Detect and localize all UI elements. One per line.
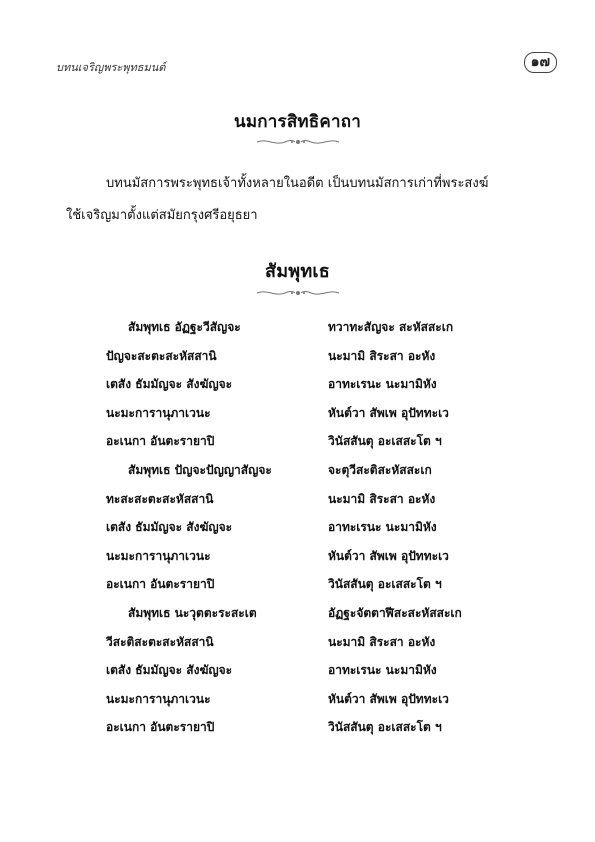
verse-second-half: อาทะเรนะ นะมามิหัง [328,520,437,535]
verse-line [0,347,595,376]
verse-line [0,690,595,719]
verse-second-half: วินัสสันตุ อะเสสะโต ฯ [328,577,442,592]
verse-second-half: นะมามิ สิระสา อะหัง [328,491,436,506]
verse-first-half: เตสัง ธัมมัญจะ สังฆัญจะ [106,377,233,392]
verse-list [0,318,595,747]
verse-second-half: วินัสสันตุ อะเสสะโต ฯ [328,434,442,449]
running-header: บทนเจริญพระพุทธมนต์ [56,61,166,74]
verse-line [0,490,595,519]
verse-second-half: หันต์วา สัพเพ อุปัททะเว [328,548,449,563]
verse-line [0,718,595,747]
title-ornament [0,283,595,302]
flourish-divider-icon [253,137,343,147]
verse-first-half: นะมะการานุภาเวนะ [106,405,211,420]
verse-line [0,375,595,404]
verse-second-half: อัฏฐะจัตตาฬีสะสะหัสสะเก [328,605,462,620]
verse-second-half: นะมามิ สิระสา อะหัง [328,634,436,649]
verse-first-half: ทะสะสะตะสะหัสสานิ [106,491,214,506]
page-number: ๑๗ [524,52,557,73]
verse-first-half: สัมพุทเธ ปัญจะปัญญาสัญจะ [128,462,272,477]
verse-first-half: วีสะติสะตะสะหัสสานิ [106,634,214,649]
verse-line [0,604,595,633]
verse-second-half: นะมามิ สิระสา อะหัง [328,348,436,363]
section-title-sambuddhe: สัมพุทเธ [265,261,330,282]
verse-line [0,661,595,690]
verse-line [0,432,595,461]
intro-paragraph-line-1: บทนมัสการพระพุทธเจ้าทั้งหลายในอดีต เป็นบทนมัสการเก่าที่พระสงฆ์ [106,176,489,191]
title-ornament [0,132,595,151]
verse-first-half: อะเนกา อันตะรายาปิ [106,720,215,735]
verse-first-half: อะเนกา อันตะรายาปิ [106,434,215,449]
verse-first-half: นะมะการานุภาเวนะ [106,548,211,563]
verse-line [0,404,595,433]
verse-first-half: ปัญจะสะตะสะหัสสานิ [106,348,217,363]
verse-line [0,633,595,662]
verse-first-half: สัมพุทเธ อัฏฐะวีสัญจะ [128,320,241,334]
verse-line [0,575,595,604]
verse-first-half: เตสัง ธัมมัญจะ สังฆัญจะ [106,663,233,678]
flourish-divider-icon [253,288,343,298]
verse-first-half: เตสัง ธัมมัญจะ สังฆัญจะ [106,520,233,535]
verse-second-half: หันต์วา สัพเพ อุปัททะเว [328,691,449,706]
verse-first-half: นะมะการานุภาเวนะ [106,691,211,706]
section-title-namakara: นมการสิทธิคาถา [234,112,361,132]
verse-second-half: หันต์วา สัพเพ อุปัททะเว [328,405,449,420]
intro-paragraph-line-2: ใช้เจริญมาตั้งแต่สมัยกรุงศรีอยุธยา [66,208,258,223]
verse-line [0,518,595,547]
verse-second-half: ทวาทะสัญจะ สะหัสสะเก [328,320,454,334]
verse-second-half: อาทะเรนะ นะมามิหัง [328,663,437,678]
verse-first-half: อะเนกา อันตะรายาปิ [106,577,215,592]
verse-second-half: อาทะเรนะ นะมามิหัง [328,377,437,392]
verse-line [0,547,595,576]
verse-second-half: วินัสสันตุ อะเสสะโต ฯ [328,720,442,735]
verse-line [0,461,595,490]
verse-line [0,318,595,347]
verse-second-half: จะตุวีสะติสะหัสสะเก [328,462,432,477]
verse-first-half: สัมพุทเธ นะวุตตะระสะเต [128,605,257,620]
